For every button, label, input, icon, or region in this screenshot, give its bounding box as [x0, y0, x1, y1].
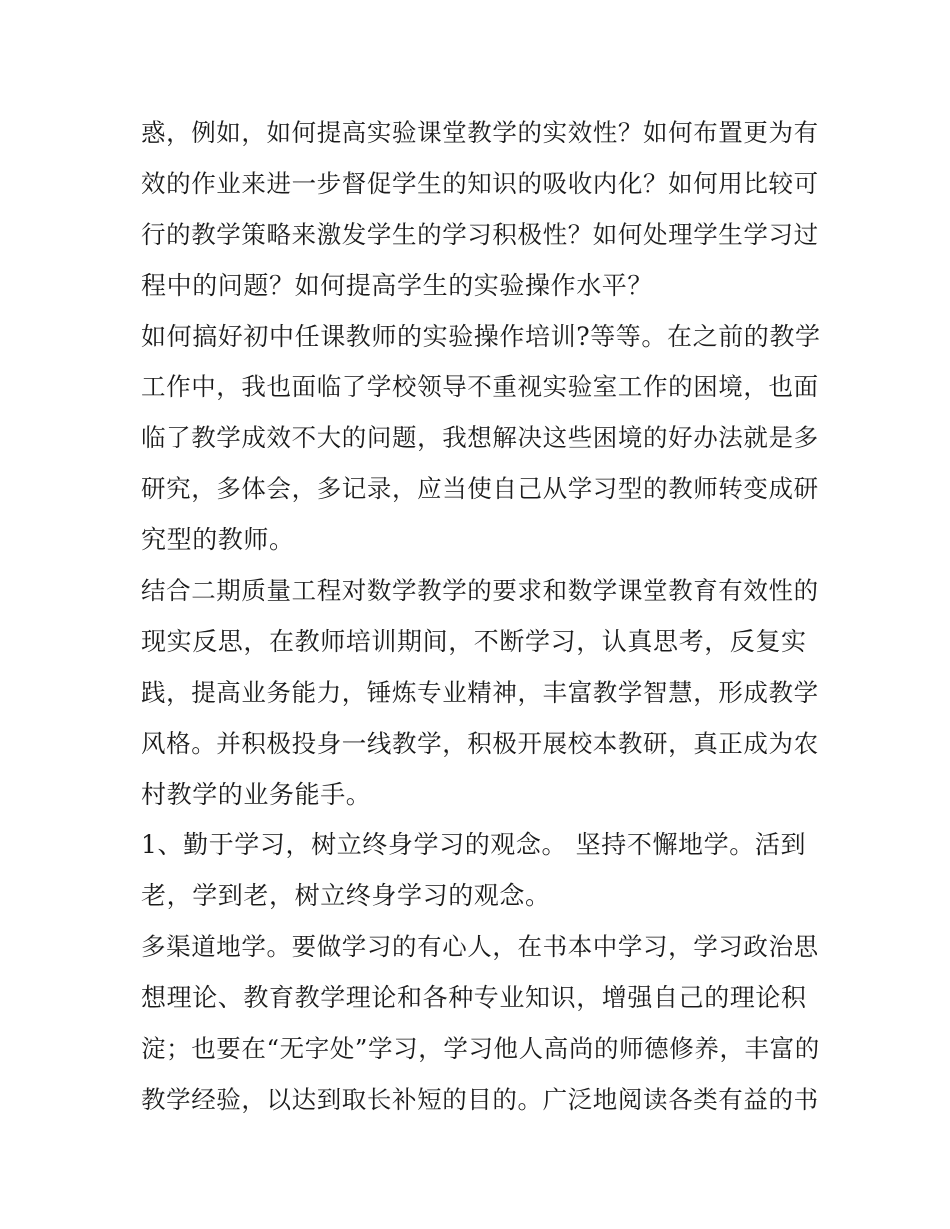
text-line: 程中的问题？如何提高学生的实验操作水平？: [141, 270, 654, 300]
text-line: 研究，多体会，多记录，应当使自己从学习型的教师转变成研: [141, 474, 819, 504]
text-line: 究型的教师。: [141, 525, 295, 555]
text-line: 村教学的业务能手。: [141, 779, 372, 809]
text-line: 教学经验，以达到取长补短的目的。广泛地阅读各类有益的书: [141, 1084, 819, 1114]
text-line: 淀；也要在“无字处”学习，学习他人高尚的师德修养，丰富的: [141, 1034, 820, 1064]
text-line: 风格。并积极投身一线教学，积极开展校本教研，真正成为农: [141, 728, 819, 758]
text-line: 现实反思，在教师培训期间，不断学习，认真思考，反复实: [141, 626, 807, 656]
text-line: 1、勤于学习，树立终身学习的观念。 坚持不懈地学。活到: [141, 830, 807, 860]
text-line: 效的作业来进一步督促学生的知识的吸收内化？如何用比较可: [141, 168, 819, 198]
text-line: 多渠道地学。要做学习的有心人，在书本中学习，学习政治思: [141, 932, 819, 962]
text-line: 行的教学策略来激发学生的学习积极性？如何处理学生学习过: [141, 219, 819, 249]
text-line: 老，学到老，树立终身学习的观念。: [141, 881, 551, 911]
text-line: 临了教学成效不大的问题，我想解决这些困境的好办法就是多: [141, 423, 819, 453]
text-line: 结合二期质量工程对数学教学的要求和数学课堂教育有效性的: [141, 576, 819, 606]
text-line: 工作中，我也面临了学校领导不重视实验室工作的困境，也面: [141, 372, 819, 402]
text-line: 惑，例如，如何提高实验课堂教学的实效性？如何布置更为有: [141, 118, 819, 147]
text-line: 如何搞好初中任课教师的实验操作培训?等等。在之前的教学: [141, 321, 821, 351]
text-line: 想理论、教育教学理论和各种专业知识，增强自己的理论积: [141, 983, 807, 1013]
text-line: 践，提高业务能力，锤炼专业精神，丰富教学智慧，形成教学: [141, 677, 819, 707]
body-text: [141, 108, 821, 1126]
